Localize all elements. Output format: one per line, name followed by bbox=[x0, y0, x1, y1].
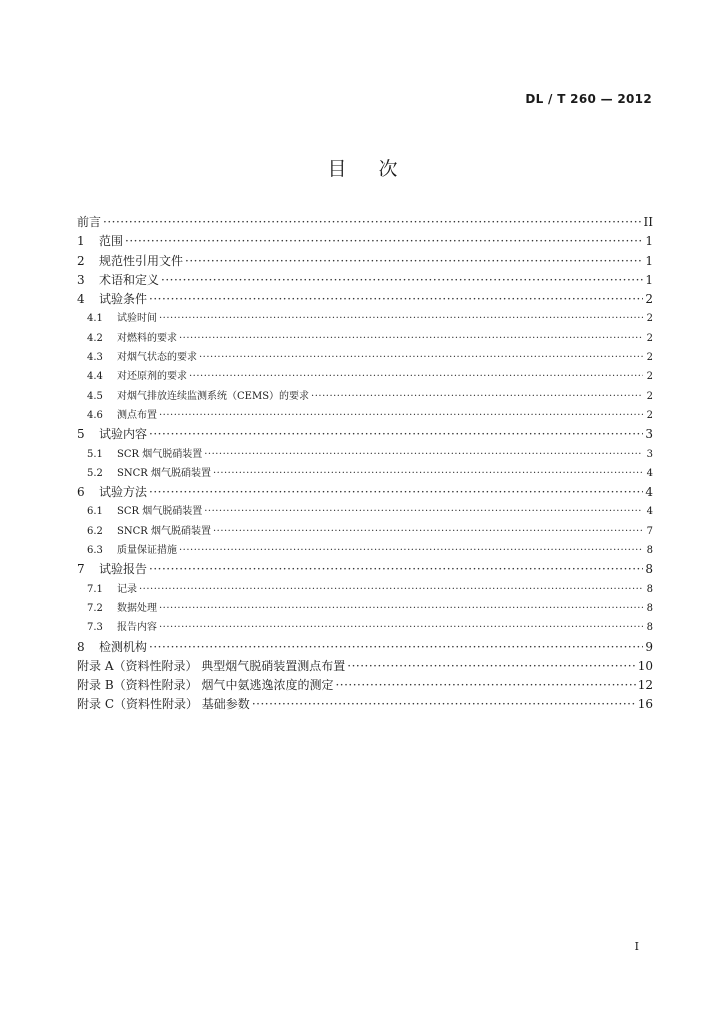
toc-entry-label: 测点布置 bbox=[117, 409, 157, 421]
toc-entry-number: 7 bbox=[77, 562, 85, 577]
toc-entry-page: 1 bbox=[645, 253, 653, 268]
toc-entry-label: 数据处理 bbox=[117, 602, 157, 614]
toc-entry-label: 规范性引用文件 bbox=[99, 253, 184, 268]
toc-entry-page: 4 bbox=[646, 467, 653, 479]
toc-entry-number: 6.1 bbox=[87, 506, 103, 518]
toc-entry-number: 4.5 bbox=[87, 390, 103, 402]
toc-entry-page: 2 bbox=[645, 292, 653, 307]
toc-entry-label: 报告内容 bbox=[117, 622, 157, 634]
toc-entry-page: 2 bbox=[646, 352, 653, 364]
toc-entry-number: 5.2 bbox=[87, 467, 103, 479]
toc-entry-label: 试验方法 bbox=[99, 485, 148, 500]
toc-entry[interactable] bbox=[77, 387, 653, 406]
dot-leader bbox=[149, 560, 643, 579]
dot-leader bbox=[204, 445, 643, 464]
dot-leader bbox=[252, 695, 636, 714]
toc-entry-label: 检测机构 bbox=[99, 639, 148, 654]
toc-entry-label: 质量保证措施 bbox=[117, 545, 177, 557]
toc-entry-number: 4.6 bbox=[87, 409, 103, 421]
toc-entry-label: 前言 bbox=[77, 215, 102, 229]
toc-entry-number: 7.2 bbox=[87, 602, 103, 614]
toc-entry[interactable] bbox=[77, 425, 653, 444]
toc-entry-number: 6 bbox=[77, 485, 85, 500]
page-title: 目次 bbox=[327, 158, 430, 180]
toc-entry-page: 2 bbox=[646, 390, 653, 402]
toc-entry-number: 1 bbox=[77, 234, 85, 249]
toc-entry-number: 4.3 bbox=[87, 352, 103, 364]
toc-entry-label: 对烟气排放连续监测系统（CEMS）的要求 bbox=[117, 390, 310, 402]
toc-entry-label: 术语和定义 bbox=[99, 272, 160, 287]
dot-leader bbox=[159, 309, 643, 328]
toc-entry-page: 12 bbox=[637, 678, 653, 693]
dot-leader bbox=[335, 676, 635, 695]
toc-entry-label: 附录 B（资料性附录） 烟气中氨逃逸浓度的测定 bbox=[77, 678, 334, 693]
toc-entry[interactable] bbox=[77, 213, 653, 232]
dot-leader bbox=[139, 580, 643, 599]
toc-entry-page: 1 bbox=[645, 234, 653, 249]
dot-leader bbox=[179, 329, 643, 348]
dot-leader bbox=[159, 599, 643, 618]
toc-entry[interactable] bbox=[77, 329, 653, 348]
toc-entry[interactable] bbox=[77, 580, 653, 599]
toc-entry-page: 10 bbox=[637, 658, 653, 673]
dot-leader bbox=[149, 483, 643, 502]
dot-leader bbox=[199, 348, 643, 367]
toc-entry[interactable] bbox=[77, 464, 653, 483]
toc-entry-page: 2 bbox=[646, 332, 653, 344]
toc-entry[interactable] bbox=[77, 309, 653, 328]
toc-entry-label: 对燃料的要求 bbox=[117, 332, 177, 344]
toc-entry[interactable] bbox=[77, 252, 653, 271]
standard-code: DL / T 260 — 2012 bbox=[525, 92, 652, 106]
dot-leader bbox=[149, 290, 643, 309]
toc-entry-number: 6.2 bbox=[87, 525, 103, 537]
toc-entry[interactable] bbox=[77, 541, 653, 560]
toc-entry[interactable] bbox=[77, 695, 653, 714]
toc-entry[interactable] bbox=[77, 676, 653, 695]
toc-entry-number: 4.1 bbox=[87, 313, 103, 325]
page-number: I bbox=[634, 940, 639, 953]
toc-entry-page: 3 bbox=[646, 448, 653, 460]
toc-entry-page: 8 bbox=[646, 622, 653, 634]
toc-entry-number: 4.4 bbox=[87, 371, 103, 383]
toc-entry[interactable] bbox=[77, 599, 653, 618]
toc-entry-label: SCR 烟气脱硝装置 bbox=[117, 506, 203, 518]
dot-leader bbox=[185, 252, 643, 271]
toc-entry-number: 5 bbox=[77, 427, 85, 442]
dot-leader bbox=[204, 502, 643, 521]
toc-entry[interactable] bbox=[77, 445, 653, 464]
dot-leader bbox=[347, 657, 635, 676]
toc-entry-label: 试验报告 bbox=[99, 562, 148, 577]
toc-entry-page: 1 bbox=[645, 272, 653, 287]
toc-entry-page: 8 bbox=[645, 562, 653, 577]
toc-entry-label: 附录 C（资料性附录） 基础参数 bbox=[77, 697, 250, 712]
toc-entry-label: 对还原剂的要求 bbox=[117, 371, 187, 383]
toc-entry-number: 4.2 bbox=[87, 332, 103, 344]
dot-leader bbox=[161, 271, 643, 290]
toc-entry-page: 7 bbox=[646, 525, 653, 537]
toc-entry-label: SNCR 烟气脱硝装置 bbox=[117, 525, 211, 537]
toc-entry[interactable] bbox=[77, 271, 653, 290]
toc-entry[interactable] bbox=[77, 348, 653, 367]
toc-entry-page: 9 bbox=[645, 639, 653, 654]
toc-entry-label: 试验条件 bbox=[99, 292, 148, 307]
toc-entry-label: 试验内容 bbox=[99, 427, 148, 442]
toc-entry-number: 3 bbox=[77, 272, 85, 287]
dot-leader bbox=[159, 618, 643, 637]
toc-entry-label: SNCR 烟气脱硝装置 bbox=[117, 467, 211, 479]
toc-entry-label: 试验时间 bbox=[117, 313, 157, 325]
toc-entry-page: 4 bbox=[645, 485, 653, 500]
toc-entry-label: 记录 bbox=[117, 583, 137, 595]
toc-entry[interactable] bbox=[77, 290, 653, 309]
toc-entry-label: 对烟气状态的要求 bbox=[117, 352, 197, 364]
toc-entry-label: 附录 A（资料性附录） 典型烟气脱硝装置测点布置 bbox=[77, 658, 346, 673]
dot-leader bbox=[149, 638, 643, 657]
toc-entry-label: 范围 bbox=[99, 234, 124, 249]
toc-entry[interactable] bbox=[77, 618, 653, 637]
toc-entry-page: 2 bbox=[646, 409, 653, 421]
toc-entry-page: 3 bbox=[645, 427, 653, 442]
toc-entry-number: 4 bbox=[77, 292, 85, 307]
toc-entry-page: 2 bbox=[646, 371, 653, 383]
toc-entry-page: 2 bbox=[646, 313, 653, 325]
toc-entry-number: 7.1 bbox=[87, 583, 103, 595]
dot-leader bbox=[125, 232, 643, 251]
dot-leader bbox=[159, 406, 643, 425]
toc-entry[interactable] bbox=[77, 560, 653, 579]
toc-entry[interactable] bbox=[77, 638, 653, 657]
toc-entry-label: SCR 烟气脱硝装置 bbox=[117, 448, 203, 460]
table-of-contents bbox=[77, 213, 653, 715]
toc-entry-page: 16 bbox=[637, 697, 653, 712]
toc-entry-number: 2 bbox=[77, 253, 85, 268]
toc-entry-page: 4 bbox=[646, 506, 653, 518]
dot-leader bbox=[311, 387, 643, 406]
toc-entry[interactable] bbox=[77, 502, 653, 521]
dot-leader bbox=[189, 367, 643, 386]
toc-entry[interactable] bbox=[77, 483, 653, 502]
dot-leader bbox=[213, 522, 643, 541]
toc-entry[interactable] bbox=[77, 232, 653, 251]
toc-entry[interactable] bbox=[77, 367, 653, 386]
dot-leader bbox=[179, 541, 643, 560]
toc-entry[interactable] bbox=[77, 406, 653, 425]
toc-entry-page: 8 bbox=[646, 583, 653, 595]
dot-leader bbox=[103, 213, 642, 232]
toc-entry-number: 6.3 bbox=[87, 545, 103, 557]
toc-entry-number: 8 bbox=[77, 639, 85, 654]
toc-entry-page: 8 bbox=[646, 602, 653, 614]
dot-leader bbox=[213, 464, 643, 483]
toc-entry-number: 5.1 bbox=[87, 448, 103, 460]
toc-entry-page: II bbox=[643, 215, 653, 229]
toc-entry-number: 7.3 bbox=[87, 622, 103, 634]
toc-entry[interactable] bbox=[77, 522, 653, 541]
toc-entry[interactable] bbox=[77, 657, 653, 676]
dot-leader bbox=[149, 425, 643, 444]
toc-entry-page: 8 bbox=[646, 545, 653, 557]
